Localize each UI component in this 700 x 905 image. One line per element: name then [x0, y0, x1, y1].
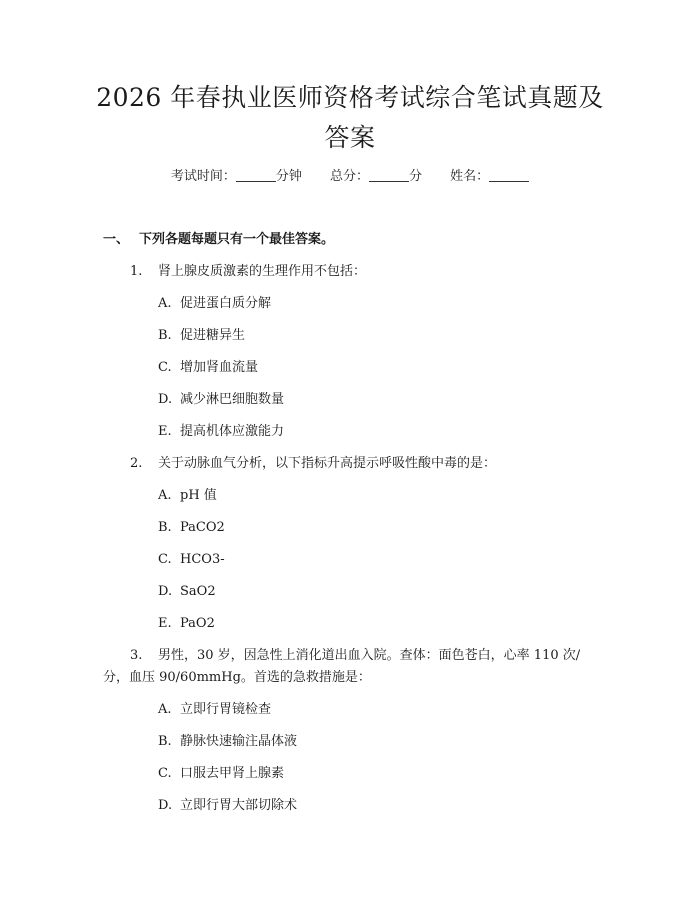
option-text: 立即行胃大部切除术 [180, 798, 298, 813]
option-text: 减少淋巴细胞数量 [180, 392, 285, 407]
question-number: 3. [130, 648, 143, 663]
title-line-1: 2026 年春执业医师资格考试综合笔试真题及 [96, 83, 604, 112]
option-1c[interactable] [158, 357, 258, 379]
question-text: 肾上腺皮质激素的生理作用不包括： [158, 264, 367, 279]
option-text: 口服去甲肾上腺素 [180, 766, 285, 781]
option-2e[interactable] [158, 613, 215, 635]
question-1 [130, 261, 366, 283]
exam-time-field [171, 169, 306, 184]
option-text: 增加肾血流量 [180, 360, 259, 375]
total-score-label: 总分： [329, 169, 369, 184]
question-text-continued: 分，血压 90/60mmHg。首选的急救措施是： [103, 670, 371, 685]
question-number: 1. [130, 264, 143, 279]
option-text: 促进蛋白质分解 [180, 296, 272, 311]
option-text: HCO3- [180, 552, 225, 567]
option-letter: C. [158, 360, 172, 375]
question-text: 男性，30 岁，因急性上消化道出血入院。查体：面色苍白，心率 110 次/ [158, 648, 581, 663]
option-letter: E. [158, 616, 172, 631]
option-letter: C. [158, 766, 172, 781]
option-letter: A. [158, 702, 172, 717]
exam-time-blank[interactable] [236, 167, 276, 182]
option-2a[interactable] [158, 485, 217, 507]
total-score-field [330, 169, 426, 184]
option-letter: D. [158, 392, 173, 407]
question-number: 2. [130, 456, 143, 471]
option-1b[interactable] [158, 325, 245, 347]
option-text: 促进糖异生 [180, 328, 246, 343]
option-text: 立即行胃镜检查 [180, 702, 272, 717]
page-title [0, 78, 700, 158]
option-letter: A. [158, 488, 172, 503]
option-3b[interactable] [158, 731, 297, 753]
option-text: 提高机体应激能力 [180, 424, 285, 439]
option-text: 静脉快速输注晶体液 [180, 734, 298, 749]
option-3a[interactable] [158, 699, 271, 721]
option-text: pH 值 [180, 488, 217, 503]
option-1a[interactable] [158, 293, 271, 315]
option-letter: B. [158, 328, 172, 343]
option-2d[interactable] [158, 581, 216, 603]
exam-info [0, 166, 700, 188]
name-field [450, 169, 529, 184]
option-3c[interactable] [158, 763, 284, 785]
exam-time-label: 考试时间： [170, 169, 236, 184]
title-line-2: 答案 [324, 123, 376, 152]
option-letter: C. [158, 552, 172, 567]
option-text: PaCO2 [180, 520, 225, 535]
section-heading [103, 229, 334, 251]
name-blank[interactable] [489, 167, 529, 182]
name-label: 姓名： [450, 169, 490, 184]
option-letter: A. [158, 296, 172, 311]
question-text: 关于动脉血气分析，以下指标升高提示呼吸性酸中毒的是： [158, 456, 497, 471]
total-score-blank[interactable] [369, 167, 409, 182]
option-letter: B. [158, 520, 172, 535]
option-text: SaO2 [180, 584, 216, 599]
section-heading-text: 下列各题每题只有一个最佳答案。 [139, 232, 335, 247]
option-letter: E. [158, 424, 172, 439]
section-number: 一、 [103, 232, 130, 247]
question-3-line-1 [130, 645, 580, 667]
option-2c[interactable] [158, 549, 225, 571]
option-2b[interactable] [158, 517, 225, 539]
exam-time-unit: 分钟 [275, 169, 302, 184]
option-text: PaO2 [180, 616, 215, 631]
question-3-line-2 [103, 667, 371, 689]
total-score-unit: 分 [409, 169, 423, 184]
question-2 [130, 453, 496, 475]
option-1d[interactable] [158, 389, 284, 411]
option-letter: D. [158, 584, 173, 599]
option-letter: B. [158, 734, 172, 749]
option-3d[interactable] [158, 795, 297, 817]
option-letter: D. [158, 798, 173, 813]
option-1e[interactable] [158, 421, 284, 443]
